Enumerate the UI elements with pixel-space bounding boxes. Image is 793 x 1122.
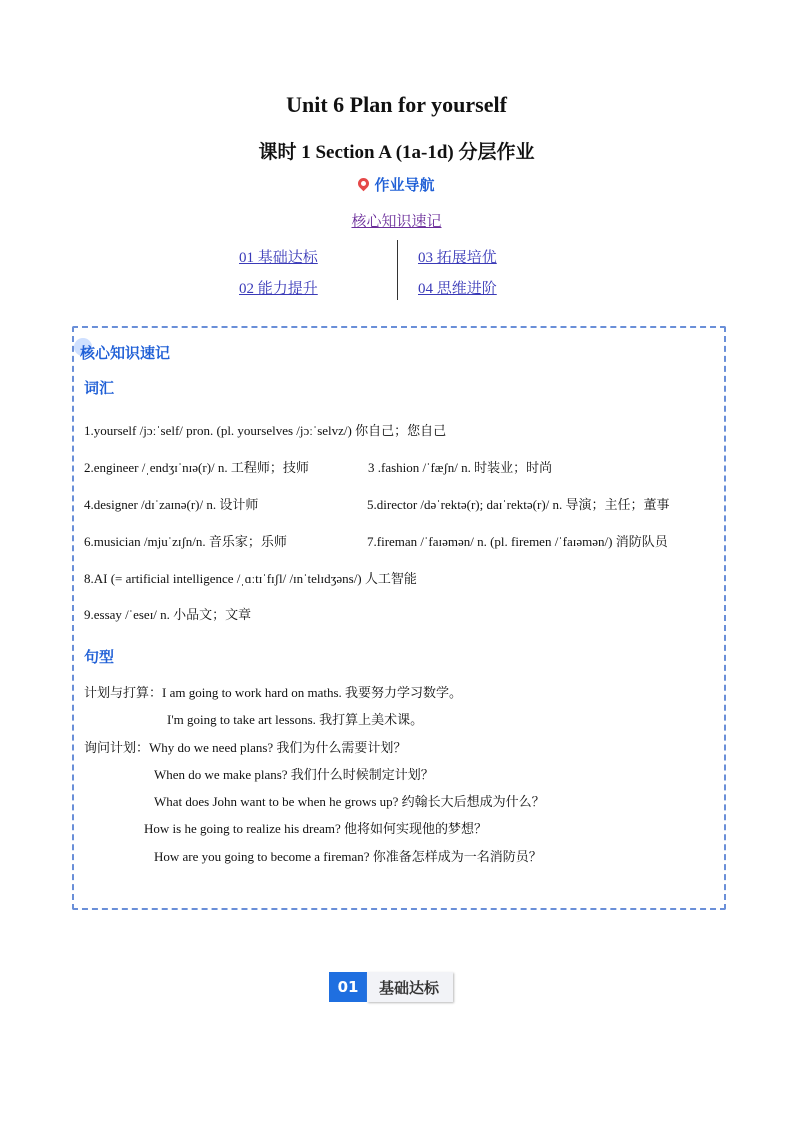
link-basic[interactable]: 01 基础达标 [239,250,318,266]
nav-title: 作业导航 [374,176,435,194]
sentence-item: What does John want to be when he grows up? 约翰长大后想成为什么？ [154,794,545,809]
page-subtitle: 课时 1 Section A (1a-1d) 分层作业 [258,142,535,163]
vocab-item: 3 .fashion /ˈfæʃn/ n. 时装业；时尚 [368,460,553,475]
vocab-item: 2.engineer /ˌendʒɪˈnɪə(r)/ n. 工程师；技师 [84,460,309,475]
vocab-item: 6.musician /mjuˈzɪʃn/n. 音乐家；乐师 [84,534,287,549]
sentence-item: How is he going to realize his dream? 他将如何实现他的梦想？ [144,821,487,836]
badge-label: 基础达标 [367,972,453,1002]
nav-divider [397,240,398,300]
sentence-item: 询问计划：Why do we need plans? 我们为什么需要计划？ [84,740,407,755]
map-pin-icon [356,176,372,192]
vocab-item: 8.AI (= artificial intelligence /ˌɑːtɪˈfɪʃl/ /ɪnˈtelɪdʒəns/) 人工智能 [84,571,417,586]
box-title: 核心知识速记 [80,342,170,363]
homework-navigation-heading [0,174,793,195]
vocab-item: 5.director /dəˈrektə(r); daɪˈrektə(r)/ n. 导演；主任；董事 [367,497,670,512]
sentence-item: I'm going to take art lessons. 我打算上美术课。 [167,712,424,727]
sentence-item: When do we make plans? 我们什么时候制定计划？ [154,767,434,782]
vocab-item: 9.essay /ˈeseɪ/ n. 小品文；文章 [84,607,252,622]
vocab-item: 1.yourself /jɔːˈself/ pron. (pl. yourselves /jɔːˈselvz/) 你自己；您自己 [84,423,447,438]
vocab-item: 7.fireman /ˈfaɪəmən/ n. (pl. firemen /ˈfaɪəmən/) 消防队员 [367,534,668,549]
sentence-item: 计划与打算：I am going to work hard on maths. 我要努力学习数学。 [84,685,463,700]
vocab-heading: 词汇 [84,379,115,397]
link-extension[interactable]: 03 拓展培优 [418,250,497,266]
sentence-heading: 句型 [84,648,115,666]
link-thinking[interactable]: 04 思维进阶 [418,281,497,297]
badge-number: 01 [329,972,367,1002]
link-ability[interactable]: 02 能力提升 [239,281,318,297]
page-title: Unit 6 Plan for yourself [286,92,507,117]
vocab-item: 4.designer /dɪˈzaɪnə(r)/ n. 设计师 [84,497,259,512]
core-knowledge-link[interactable]: 核心知识速记 [351,214,442,230]
section-badge [329,972,453,1002]
sentence-item: How are you going to become a fireman? 你准备怎样成为一名消防员？ [154,849,542,864]
